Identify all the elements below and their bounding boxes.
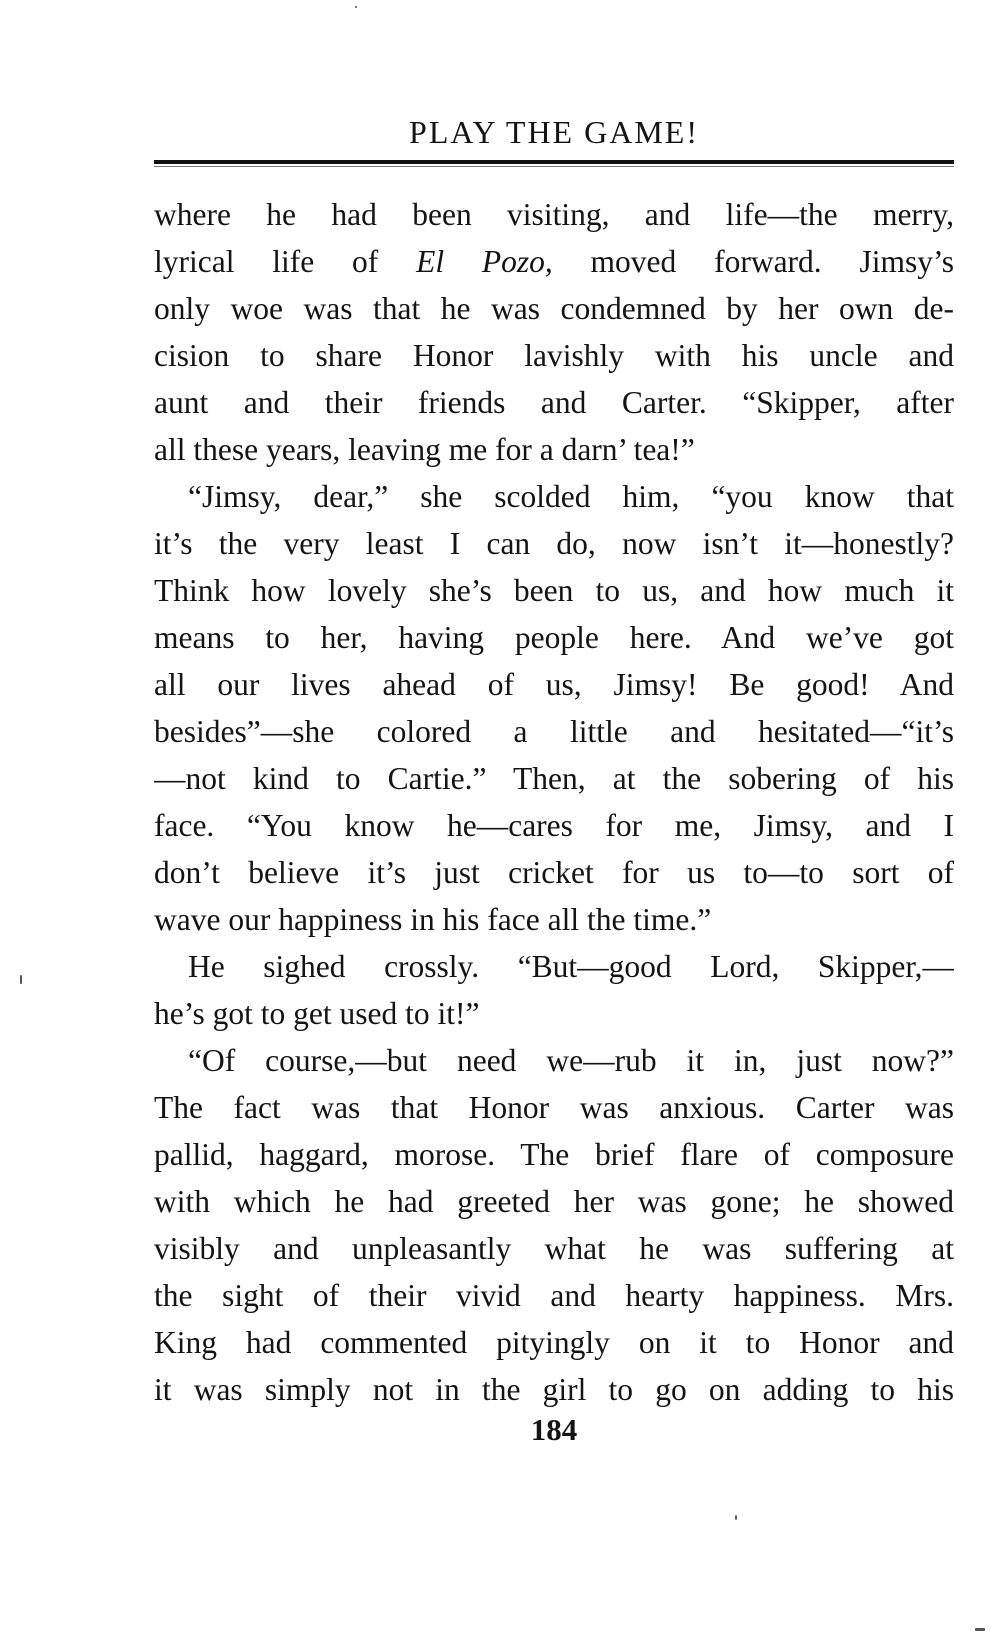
- text-line: He sighed crossly. “But—good Lord, Skipper,—: [188, 949, 954, 984]
- header-rule-shadow: [154, 166, 954, 167]
- paper-speck: [355, 6, 357, 8]
- text-segment: lyrical life of: [154, 244, 417, 279]
- text-line: wave our happiness in his face all the time.”: [154, 902, 712, 937]
- running-head: PLAY THE GAME!: [409, 114, 699, 150]
- text-line: where he had been visiting, and life—the merry,: [154, 197, 954, 232]
- page-number: 184: [530, 1412, 578, 1447]
- text-line: visibly and unpleasantly what he was suffering at: [154, 1231, 954, 1266]
- header-rule: [154, 160, 954, 164]
- text-line: —not kind to Cartie.” Then, at the sobering of his: [154, 761, 954, 796]
- text-line: it’s the very least I can do, now isn’t it—honestly?: [154, 526, 954, 561]
- paper-speck: [735, 1515, 737, 1520]
- text-line: “Jimsy, dear,” she scolded him, “you know that: [188, 479, 954, 514]
- text-line: means to her, having people here. And we’ve got: [154, 620, 954, 655]
- text-line: aunt and their friends and Carter. “Skipper, after: [154, 385, 954, 420]
- text-line: besides”—she colored a little and hesitated—“it’s: [154, 714, 954, 749]
- text-line: [154, 238, 954, 285]
- text-line: don’t believe it’s just cricket for us to—to sort of: [154, 855, 954, 890]
- text-line: “Of course,—but need we—rub it in, just now?”: [188, 1043, 954, 1078]
- body-text: [154, 191, 954, 1413]
- text-line: he’s got to get used to it!”: [154, 996, 480, 1031]
- paper-speck: [975, 1628, 985, 1631]
- text-line: all our lives ahead of us, Jimsy! Be good! And: [154, 667, 954, 702]
- text-line: pallid, haggard, morose. The brief flare of composure: [154, 1137, 954, 1172]
- text-line: the sight of their vivid and hearty happiness. Mrs.: [154, 1278, 954, 1313]
- text-line: cision to share Honor lavishly with his uncle and: [154, 338, 954, 373]
- text-line: The fact was that Honor was anxious. Carter was: [154, 1090, 954, 1125]
- text-line: it was simply not in the girl to go on adding to his: [154, 1372, 954, 1407]
- text-line: Think how lovely she’s been to us, and how much it: [154, 573, 954, 608]
- text-line: all these years, leaving me for a darn’ tea!”: [154, 432, 695, 467]
- text-line: King had commented pityingly on it to Honor and: [154, 1325, 954, 1360]
- text-line: face. “You know he—cares for me, Jimsy, and I: [154, 808, 954, 843]
- text-line: with which he had greeted her was gone; he showed: [154, 1184, 954, 1219]
- text-segment: moved forward. Jimsy’s: [552, 244, 954, 279]
- paper-speck: [20, 975, 22, 984]
- italic-text: El Pozo,: [416, 244, 553, 279]
- text-line: only woe was that he was condemned by her own de-: [154, 291, 954, 326]
